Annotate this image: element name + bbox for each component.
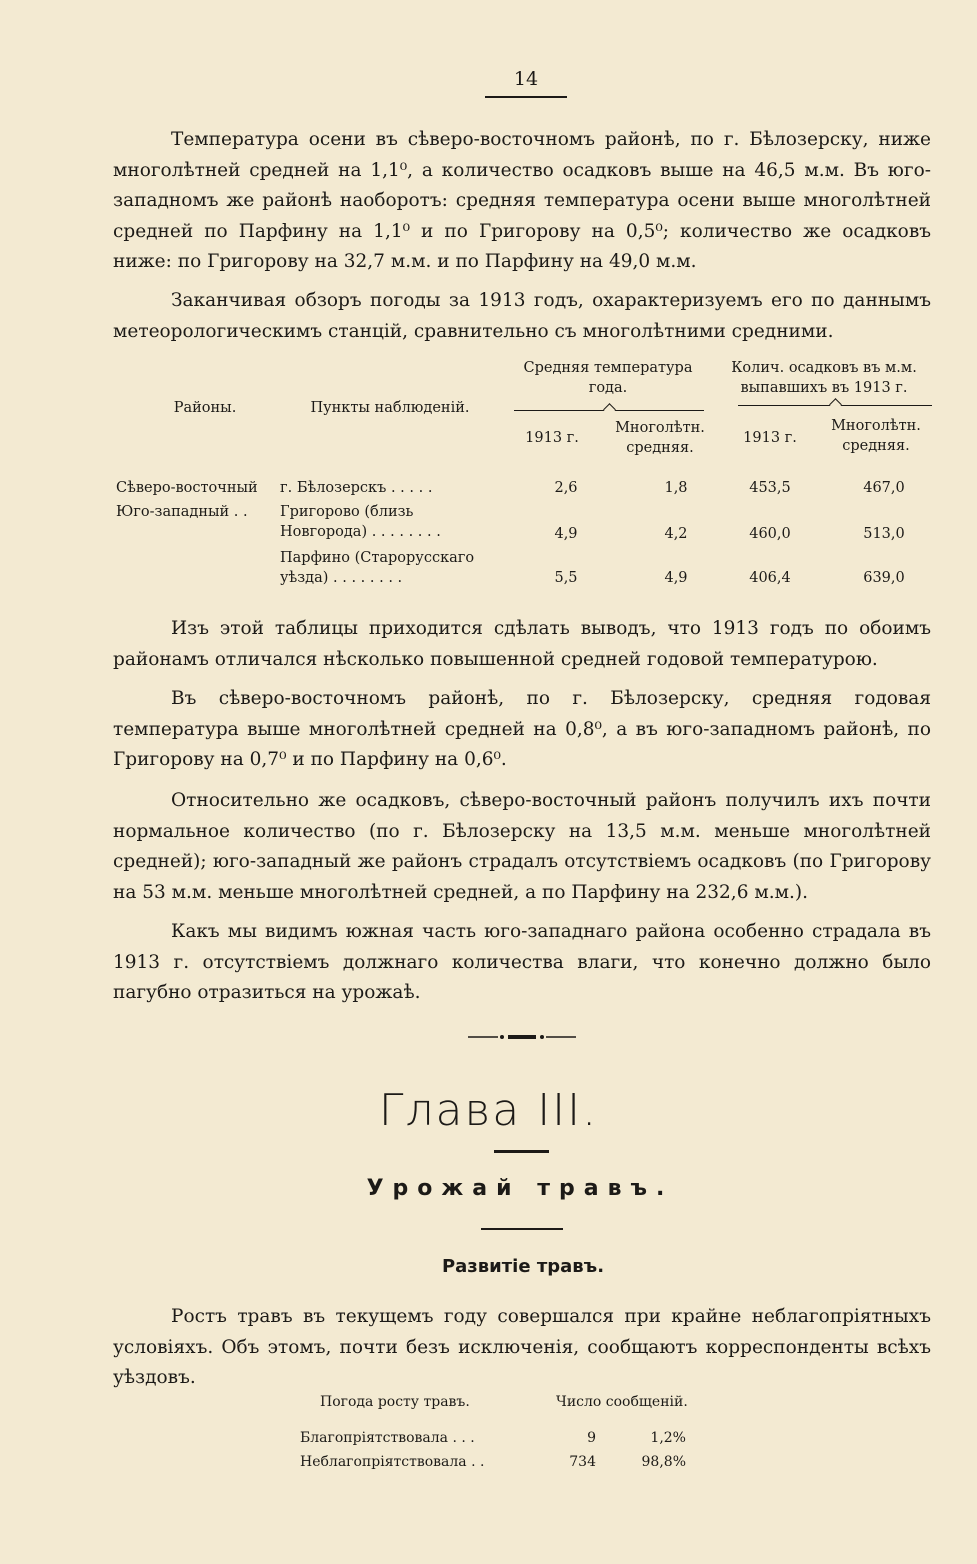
- paragraph-summary-intro: Заканчивая обзоръ погоды за 1913 годъ, охарактеризуемъ его по даннымъ метеорологическимъ станцій, сравнительно съ многолѣтними средними.: [113, 290, 931, 342]
- paragraph-drought: Какъ мы видимъ южная часть юго-западнаго района особенно страдала въ 1913 г. отсутствіемъ должнаго количества влаги, что конечно должно было пагубно отразиться на урожаѣ.: [113, 921, 931, 1003]
- paragraph-precipitation: Относительно же осадковъ, сѣверо-восточный районъ получилъ ихъ почти нормальное количество (по г. Бѣлозерску на 13,5 м.м. меньше многолѣтней средней); юго-западный же районъ страдалъ отсутствіемъ осадковъ (по Григорову на 53 м.м. меньше многолѣтней средней, а по Парфину на 232,6 м.м.).: [113, 790, 931, 903]
- ornament-divider: [468, 1034, 576, 1040]
- page-number: 14: [485, 68, 567, 98]
- chapter-rule: [494, 1150, 549, 1153]
- col-temp-1913-header: 1913 г.: [525, 430, 579, 446]
- col-precip-group-header: Колич. осадковъ въ м.м. выпавшихъ въ 1913 г.: [731, 360, 917, 396]
- row-precip-mean: 639,0: [863, 570, 905, 586]
- row-temp-mean: 4,9: [664, 570, 688, 586]
- row-precip-mean: 513,0: [863, 526, 905, 542]
- row-label: Благопріятствовала . . .: [300, 1430, 475, 1446]
- col-weather-header: Погода росту травъ.: [320, 1394, 470, 1410]
- row-precip-1913: 453,5: [749, 480, 791, 496]
- row-count: 734: [569, 1454, 596, 1470]
- row-temp-mean: 1,8: [664, 480, 688, 496]
- row-temp-1913: 4,9: [554, 526, 578, 542]
- paragraph-grass-growth: Ростъ травъ въ текущемъ году совершался при крайне неблагопріятныхъ условіяхъ. Объ этомъ, почти безъ исключенія, сообщаютъ корреспонденты всѣхъ уѣздовъ.: [113, 1306, 931, 1388]
- row-percent: 98,8%: [641, 1454, 686, 1470]
- col-temp-group-header: Средняя температура года.: [523, 360, 693, 396]
- col-points-header: Пункты наблюденій.: [310, 400, 470, 416]
- row-precip-mean: 467,0: [863, 480, 905, 496]
- row-temp-mean: 4,2: [664, 526, 688, 542]
- col-reports-header: Число сообщеній.: [556, 1394, 688, 1410]
- row-region: Юго-западный . .: [116, 504, 248, 520]
- chapter-title: Глава III.: [378, 1085, 599, 1136]
- row-count: 9: [587, 1430, 596, 1446]
- col-temp-mean-header: Многолѣтн. средняя.: [615, 420, 705, 456]
- precip-brace: [738, 405, 932, 414]
- col-regions-header: Районы.: [173, 400, 237, 416]
- subtitle-rule: [481, 1228, 563, 1230]
- paragraph-autumn: Температура осени въ сѣверо-восточномъ районѣ, по г. Бѣлозерску, ниже многолѣтней средней на 1,1⁰, а количество осадковъ выше на 46,5 м.м. Въ юго-западномъ же районѣ наоборотъ: средняя температура осени выше многолѣтней средней по Парфину на 1,1⁰ и по Григорову на 0,5⁰; количество же осадковъ ниже: по Григорову на 32,7 м.м. и по Парфину на 49,0 м.м.: [113, 129, 931, 272]
- row-temp-1913: 5,5: [554, 570, 578, 586]
- row-point: Григорово (близь Новгорода) . . . . . . . .: [280, 504, 441, 540]
- col-precip-1913-header: 1913 г.: [743, 430, 797, 446]
- row-temp-1913: 2,6: [554, 480, 578, 496]
- row-point: Парфино (Старорусскаго уѣзда) . . . . . . . .: [280, 550, 475, 586]
- section-title: Развитіе травъ.: [441, 1256, 605, 1277]
- row-region: Сѣверо-восточный: [116, 480, 258, 496]
- paragraph-temperature: Въ сѣверо-восточномъ районѣ, по г. Бѣлозерску, средняя годовая температура выше многолѣтней средней на 0,8⁰, а въ юго-западномъ районѣ, по Григорову на 0,7⁰ и по Парфину на 0,6⁰.: [113, 688, 931, 770]
- row-percent: 1,2%: [650, 1430, 686, 1446]
- row-precip-1913: 406,4: [749, 570, 791, 586]
- chapter-subtitle: Урожай травъ.: [366, 1176, 674, 1201]
- paragraph-conclusion: Изъ этой таблицы приходится сдѣлать выводъ, что 1913 годъ по обоимъ районамъ отличался нѣсколько повышенной средней годовой температурою.: [113, 618, 931, 670]
- col-precip-mean-header: Многолѣтн. средняя.: [831, 418, 921, 454]
- row-label: Неблагопріятствовала . .: [300, 1454, 485, 1470]
- row-precip-1913: 460,0: [749, 526, 791, 542]
- row-point: г. Бѣлозерскъ . . . . .: [280, 480, 433, 496]
